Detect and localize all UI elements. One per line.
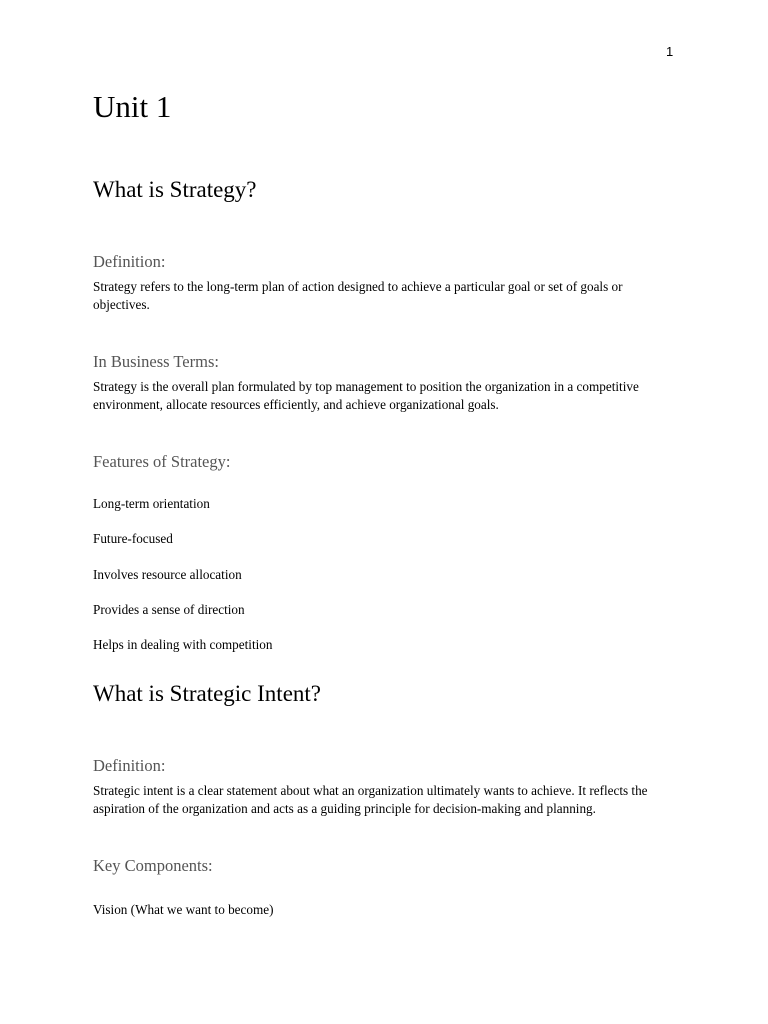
- definition-heading: Definition:: [93, 756, 166, 775]
- section-title-strategy: What is Strategy?: [93, 177, 257, 202]
- unit-title: Unit 1: [93, 89, 172, 124]
- definition-text: Strategic intent is a clear statement about what an organization ultimately wants to achieve. It reflects the aspiration of the organization and acts as a guiding principle for decision-making and planning.: [93, 783, 648, 816]
- list-item: Helps in dealing with competition: [93, 637, 273, 652]
- list-item: Long-term orientation: [93, 496, 210, 511]
- business-terms-text: Strategy is the overall plan formulated by top management to position the organization in a competitive environment, allocate resources efficiently, and achieve organizational goals.: [93, 379, 639, 412]
- list-item: Involves resource allocation: [93, 567, 242, 582]
- key-components-heading: Key Components:: [93, 856, 213, 875]
- features-heading: Features of Strategy:: [93, 452, 231, 471]
- list-item: Future-focused: [93, 531, 173, 546]
- definition-text: Strategy refers to the long-term plan of action designed to achieve a particular goal or set of goals or objectives.: [93, 279, 623, 312]
- list-item: Vision (What we want to become): [93, 902, 274, 917]
- business-terms-heading: In Business Terms:: [93, 352, 219, 371]
- section-title-strategic-intent: What is Strategic Intent?: [93, 681, 322, 706]
- definition-heading: Definition:: [93, 252, 166, 271]
- list-item: Provides a sense of direction: [93, 602, 245, 617]
- page-number: 1: [666, 44, 674, 59]
